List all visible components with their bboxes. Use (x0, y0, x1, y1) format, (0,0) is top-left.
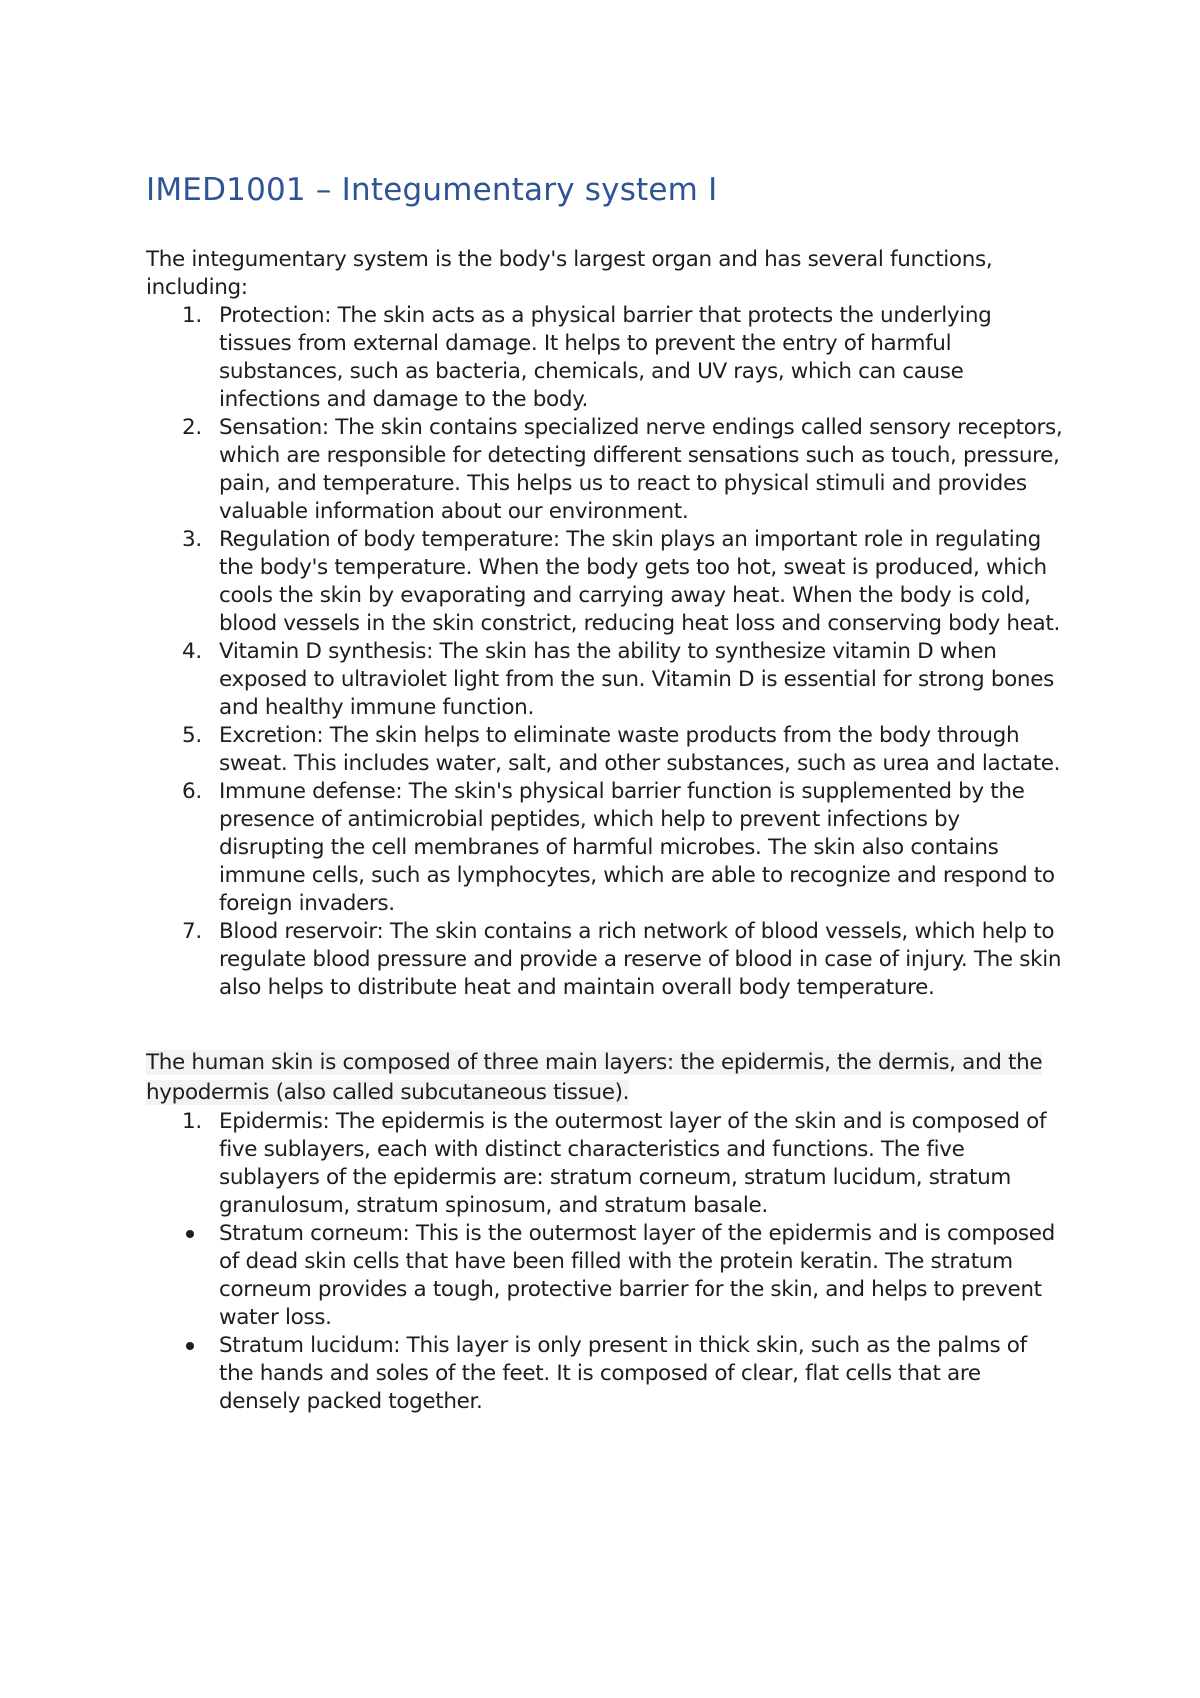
list-item (146, 1220, 1066, 1332)
list-number: 6. (182, 779, 202, 804)
highlighted-text: The human skin is composed of three main layers: the epidermis, the dermis, and the hypodermis (also called subcutaneous tissue). (146, 1050, 1043, 1105)
list-item-text: Epidermis: The epidermis is the outermost layer of the skin and is composed of five sublayers, each with distinct characteristics and functions. The five sublayers of the epidermis are: stratum corneum, stratum lucidum, stratum granulosum, stratum spinosum, and stratum basale. (219, 1109, 1047, 1218)
list-number: 1. (182, 1109, 202, 1134)
layers-intro-paragraph (146, 1048, 1066, 1108)
list-item-text: Immune defense: The skin's physical barrier function is supplemented by the presence of antimicrobial peptides, which help to prevent infections by disrupting the cell membranes of harmful microbes. The skin also contains immune cells, such as lymphocytes, which are able to recognize and respond to foreign invaders. (219, 779, 1055, 916)
list-item-text: Protection: The skin acts as a physical barrier that protects the underlying tissues from external damage. It helps to prevent the entry of harmful substances, such as bacteria, chemicals, and UV rays, which can cause infections and damage to the body. (219, 303, 992, 412)
list-item (146, 414, 1066, 526)
list-item (146, 778, 1066, 918)
list-item (146, 638, 1066, 722)
functions-list (146, 302, 1066, 1002)
list-number: 7. (182, 919, 202, 944)
list-item (146, 918, 1066, 1002)
list-item-text: Vitamin D synthesis: The skin has the ability to synthesize vitamin D when exposed to ultraviolet light from the sun. Vitamin D is essential for strong bones and healthy immune function. (219, 639, 1054, 720)
list-number: 2. (182, 415, 202, 440)
document-body (146, 168, 1066, 1416)
list-number: 4. (182, 639, 202, 664)
list-item-text: Sensation: The skin contains specialized nerve endings called sensory receptors, which are responsible for detecting different sensations such as touch, pressure, pain, and temperature. This helps us to react to physical stimuli and provides valuable information about our environment. (219, 415, 1063, 524)
bullet-icon (186, 1230, 194, 1238)
bullet-icon (186, 1342, 194, 1350)
list-number: 1. (182, 303, 202, 328)
skin-layers-list (146, 1108, 1066, 1416)
list-item (146, 302, 1066, 414)
list-item-text: Regulation of body temperature: The skin plays an important role in regulating the body's temperature. When the body gets too hot, sweat is produced, which cools the skin by evaporating and carrying away heat. When the body is cold, blood vessels in the skin constrict, reducing heat loss and conserving body heat. (219, 527, 1060, 636)
list-number: 3. (182, 527, 202, 552)
document-title: IMED1001 – Integumentary system I (146, 172, 718, 208)
list-item-text: Stratum corneum: This is the outermost layer of the epidermis and is composed of dead skin cells that have been filled with the protein keratin. The stratum corneum provides a tough, protective barrier for the skin, and helps to prevent water loss. (219, 1221, 1055, 1330)
list-item (146, 526, 1066, 638)
list-item (146, 722, 1066, 778)
intro-paragraph: The integumentary system is the body's largest organ and has several functions, including: (146, 247, 993, 300)
list-item-text: Excretion: The skin helps to eliminate waste products from the body through sweat. This includes water, salt, and other substances, such as urea and lactate. (219, 723, 1061, 776)
list-item-text: Blood reservoir: The skin contains a rich network of blood vessels, which help to regulate blood pressure and provide a reserve of blood in case of injury. The skin also helps to distribute heat and maintain overall body temperature. (219, 919, 1062, 1000)
list-number: 5. (182, 723, 202, 748)
list-item (146, 1108, 1066, 1220)
list-item (146, 1332, 1066, 1416)
list-item-text: Stratum lucidum: This layer is only present in thick skin, such as the palms of the hands and soles of the feet. It is composed of clear, flat cells that are densely packed together. (219, 1333, 1027, 1414)
